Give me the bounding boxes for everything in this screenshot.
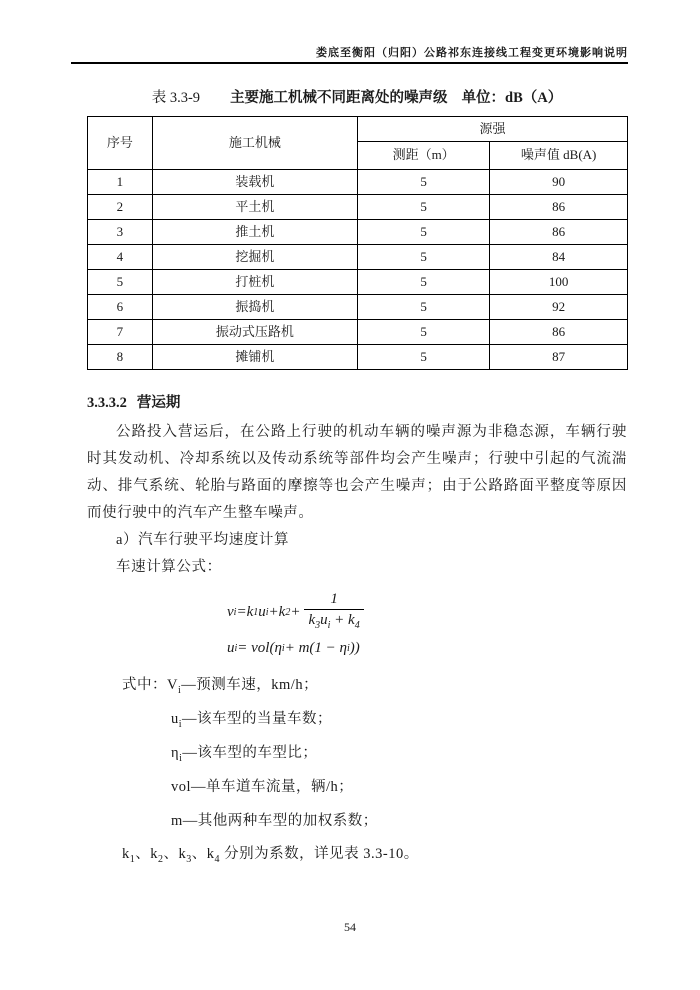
distance-cell: 5 xyxy=(357,220,489,245)
formula-block xyxy=(227,589,627,661)
distance-cell: 5 xyxy=(357,195,489,220)
formula-definition xyxy=(87,705,627,739)
definition-subscript: 2 xyxy=(158,854,164,866)
formula-term: + m(1 − η xyxy=(284,639,347,656)
table-caption-label: 表 3.3-9 xyxy=(151,90,201,106)
definition-subscript: i xyxy=(177,684,182,696)
noise-cell: 92 xyxy=(490,295,628,320)
formula-definition xyxy=(87,739,627,773)
serial-cell: 6 xyxy=(88,295,153,320)
table-caption-unit: 单位：dB（A） xyxy=(461,90,563,106)
formula-subscript: 2 xyxy=(285,606,291,618)
table-header-row xyxy=(88,117,628,142)
table-row xyxy=(88,270,628,295)
formula-operator: + xyxy=(268,603,279,620)
noise-cell: 84 xyxy=(490,245,628,270)
machine-cell: 振捣机 xyxy=(152,295,357,320)
distance-cell: 5 xyxy=(357,295,489,320)
definition-symbol: k xyxy=(122,846,130,863)
noise-cell: 90 xyxy=(490,170,628,195)
distance-cell: 5 xyxy=(357,320,489,345)
formula-term: u xyxy=(320,611,328,628)
machine-cell: 平土机 xyxy=(152,195,357,220)
distance-cell: 5 xyxy=(357,245,489,270)
definition-subscript: i xyxy=(179,752,183,764)
formula-term: = vol(η xyxy=(237,639,282,656)
list-item-a: a）汽车行驶平均速度计算 xyxy=(116,532,290,548)
column-header-no: 序号 xyxy=(88,117,153,170)
running-header: 娄底至衡阳（归阳）公路祁东连接线工程变更环境影响说明 xyxy=(316,47,628,59)
noise-level-table xyxy=(87,116,628,370)
definition-text: —预测车速，km/h； xyxy=(181,677,319,693)
column-header-source: 源强 xyxy=(357,117,627,142)
formula-lead-in: 车速计算公式： xyxy=(116,559,222,575)
noise-cell: 100 xyxy=(490,270,628,295)
serial-cell: 7 xyxy=(88,320,153,345)
formula-operator: = xyxy=(236,603,247,620)
definition-text: —该车型的车型比； xyxy=(182,744,318,761)
formula-operator: + xyxy=(330,611,349,628)
formula-fraction xyxy=(304,590,363,635)
formula-term: )) xyxy=(349,639,360,656)
table-row xyxy=(88,170,628,195)
formula-term: u xyxy=(227,639,235,656)
formula-subscript: i xyxy=(234,642,238,654)
formula-term: v xyxy=(227,603,234,620)
serial-cell: 3 xyxy=(88,220,153,245)
page-content xyxy=(87,86,627,874)
formula-term: u xyxy=(258,603,266,620)
definition-symbol: k xyxy=(150,846,158,863)
formula-subscript: i xyxy=(281,642,285,654)
formula-subscript: 1 xyxy=(253,606,259,618)
noise-cell: 86 xyxy=(490,220,628,245)
body-paragraph: 公路投入营运后，在公路上行驶的机动车辆的噪声源为非稳态源，车辆行驶时其发动机、冷却系统以及传动系统等部件均会产生噪声；行驶中引起的气流湍动、排气系统、轮胎与路面的摩擦等也会产生噪声；由于公路路面平整度等原因而使行驶中的汽车产生整车噪声。 xyxy=(87,424,627,521)
machine-cell: 挖掘机 xyxy=(152,245,357,270)
fraction-denominator xyxy=(304,610,363,635)
header-divider xyxy=(71,62,628,64)
definition-text: 分别为系数，详见表 3.3-10。 xyxy=(220,846,419,863)
definition-symbol: m xyxy=(171,812,183,829)
formula-operator: + xyxy=(290,603,301,620)
formula-subscript: i xyxy=(233,606,237,618)
distance-cell: 5 xyxy=(357,270,489,295)
definition-symbol: η xyxy=(171,744,180,761)
formula-subscript: 3 xyxy=(315,619,321,631)
column-header-machine: 施工机械 xyxy=(152,117,357,170)
serial-cell: 2 xyxy=(88,195,153,220)
serial-cell: 5 xyxy=(88,270,153,295)
traffic-formula xyxy=(227,635,627,661)
formula-subscript: i xyxy=(327,619,331,631)
definition-lead xyxy=(87,671,627,705)
table-caption-title: 主要施工机械不同距离处的噪声级 xyxy=(230,90,448,106)
definition-text: —该车型的当量车数； xyxy=(182,710,333,727)
definition-symbol: k xyxy=(178,846,187,863)
definition-symbol: V xyxy=(167,677,178,693)
definition-separator: 、 xyxy=(135,846,151,863)
definition-symbol: vol xyxy=(171,778,192,795)
definition-label: 式中： xyxy=(122,677,167,693)
table-caption xyxy=(87,86,627,107)
section-number: 3.3.3.2 xyxy=(87,395,127,411)
distance-cell: 5 xyxy=(357,345,489,370)
table-row xyxy=(88,195,628,220)
noise-cell: 86 xyxy=(490,195,628,220)
definition-subscript: 1 xyxy=(129,854,136,866)
formula-subscript: i xyxy=(346,642,350,654)
formula-subscript: i xyxy=(265,606,269,618)
definition-separator: 、 xyxy=(191,846,207,863)
definitions-block xyxy=(87,671,627,874)
table-row xyxy=(88,295,628,320)
definition-text: —其他两种车型的加权系数； xyxy=(182,812,378,829)
noise-cell: 86 xyxy=(490,320,628,345)
formula-term: k xyxy=(246,603,254,620)
definition-subscript: 4 xyxy=(214,854,220,866)
formula-term: k xyxy=(348,611,355,628)
formula-term: k xyxy=(308,611,316,628)
definition-separator: 、 xyxy=(163,846,179,863)
page-number: 54 xyxy=(344,920,356,934)
noise-cell: 87 xyxy=(490,345,628,370)
column-header-noise: 噪声值 dB(A) xyxy=(490,142,628,170)
definition-text: —单车道车流量，辆/h； xyxy=(191,778,354,795)
machine-cell: 推土机 xyxy=(152,220,357,245)
definition-symbol: u xyxy=(171,710,179,727)
definition-subscript: i xyxy=(178,718,183,730)
fraction-numerator: 1 xyxy=(304,590,363,610)
table-row xyxy=(88,320,628,345)
distance-cell: 5 xyxy=(357,170,489,195)
table-row xyxy=(88,220,628,245)
formula-subscript: 4 xyxy=(354,619,360,631)
table-row xyxy=(88,345,628,370)
formula-term: k xyxy=(278,603,286,620)
formula-definition xyxy=(87,773,627,807)
speed-formula xyxy=(227,589,627,635)
section-heading xyxy=(87,391,627,412)
section-title: 营运期 xyxy=(136,395,181,411)
machine-cell: 摊铺机 xyxy=(152,345,357,370)
machine-cell: 振动式压路机 xyxy=(152,320,357,345)
column-header-distance: 测距（m） xyxy=(357,142,489,170)
definition-subscript: 3 xyxy=(186,854,192,866)
table-row xyxy=(88,245,628,270)
serial-cell: 4 xyxy=(88,245,153,270)
machine-cell: 装载机 xyxy=(152,170,357,195)
definition-symbol: k xyxy=(206,846,215,863)
serial-cell: 1 xyxy=(88,170,153,195)
coefficient-note xyxy=(87,840,627,874)
machine-cell: 打桩机 xyxy=(152,270,357,295)
formula-definition xyxy=(87,807,627,841)
serial-cell: 8 xyxy=(88,345,153,370)
